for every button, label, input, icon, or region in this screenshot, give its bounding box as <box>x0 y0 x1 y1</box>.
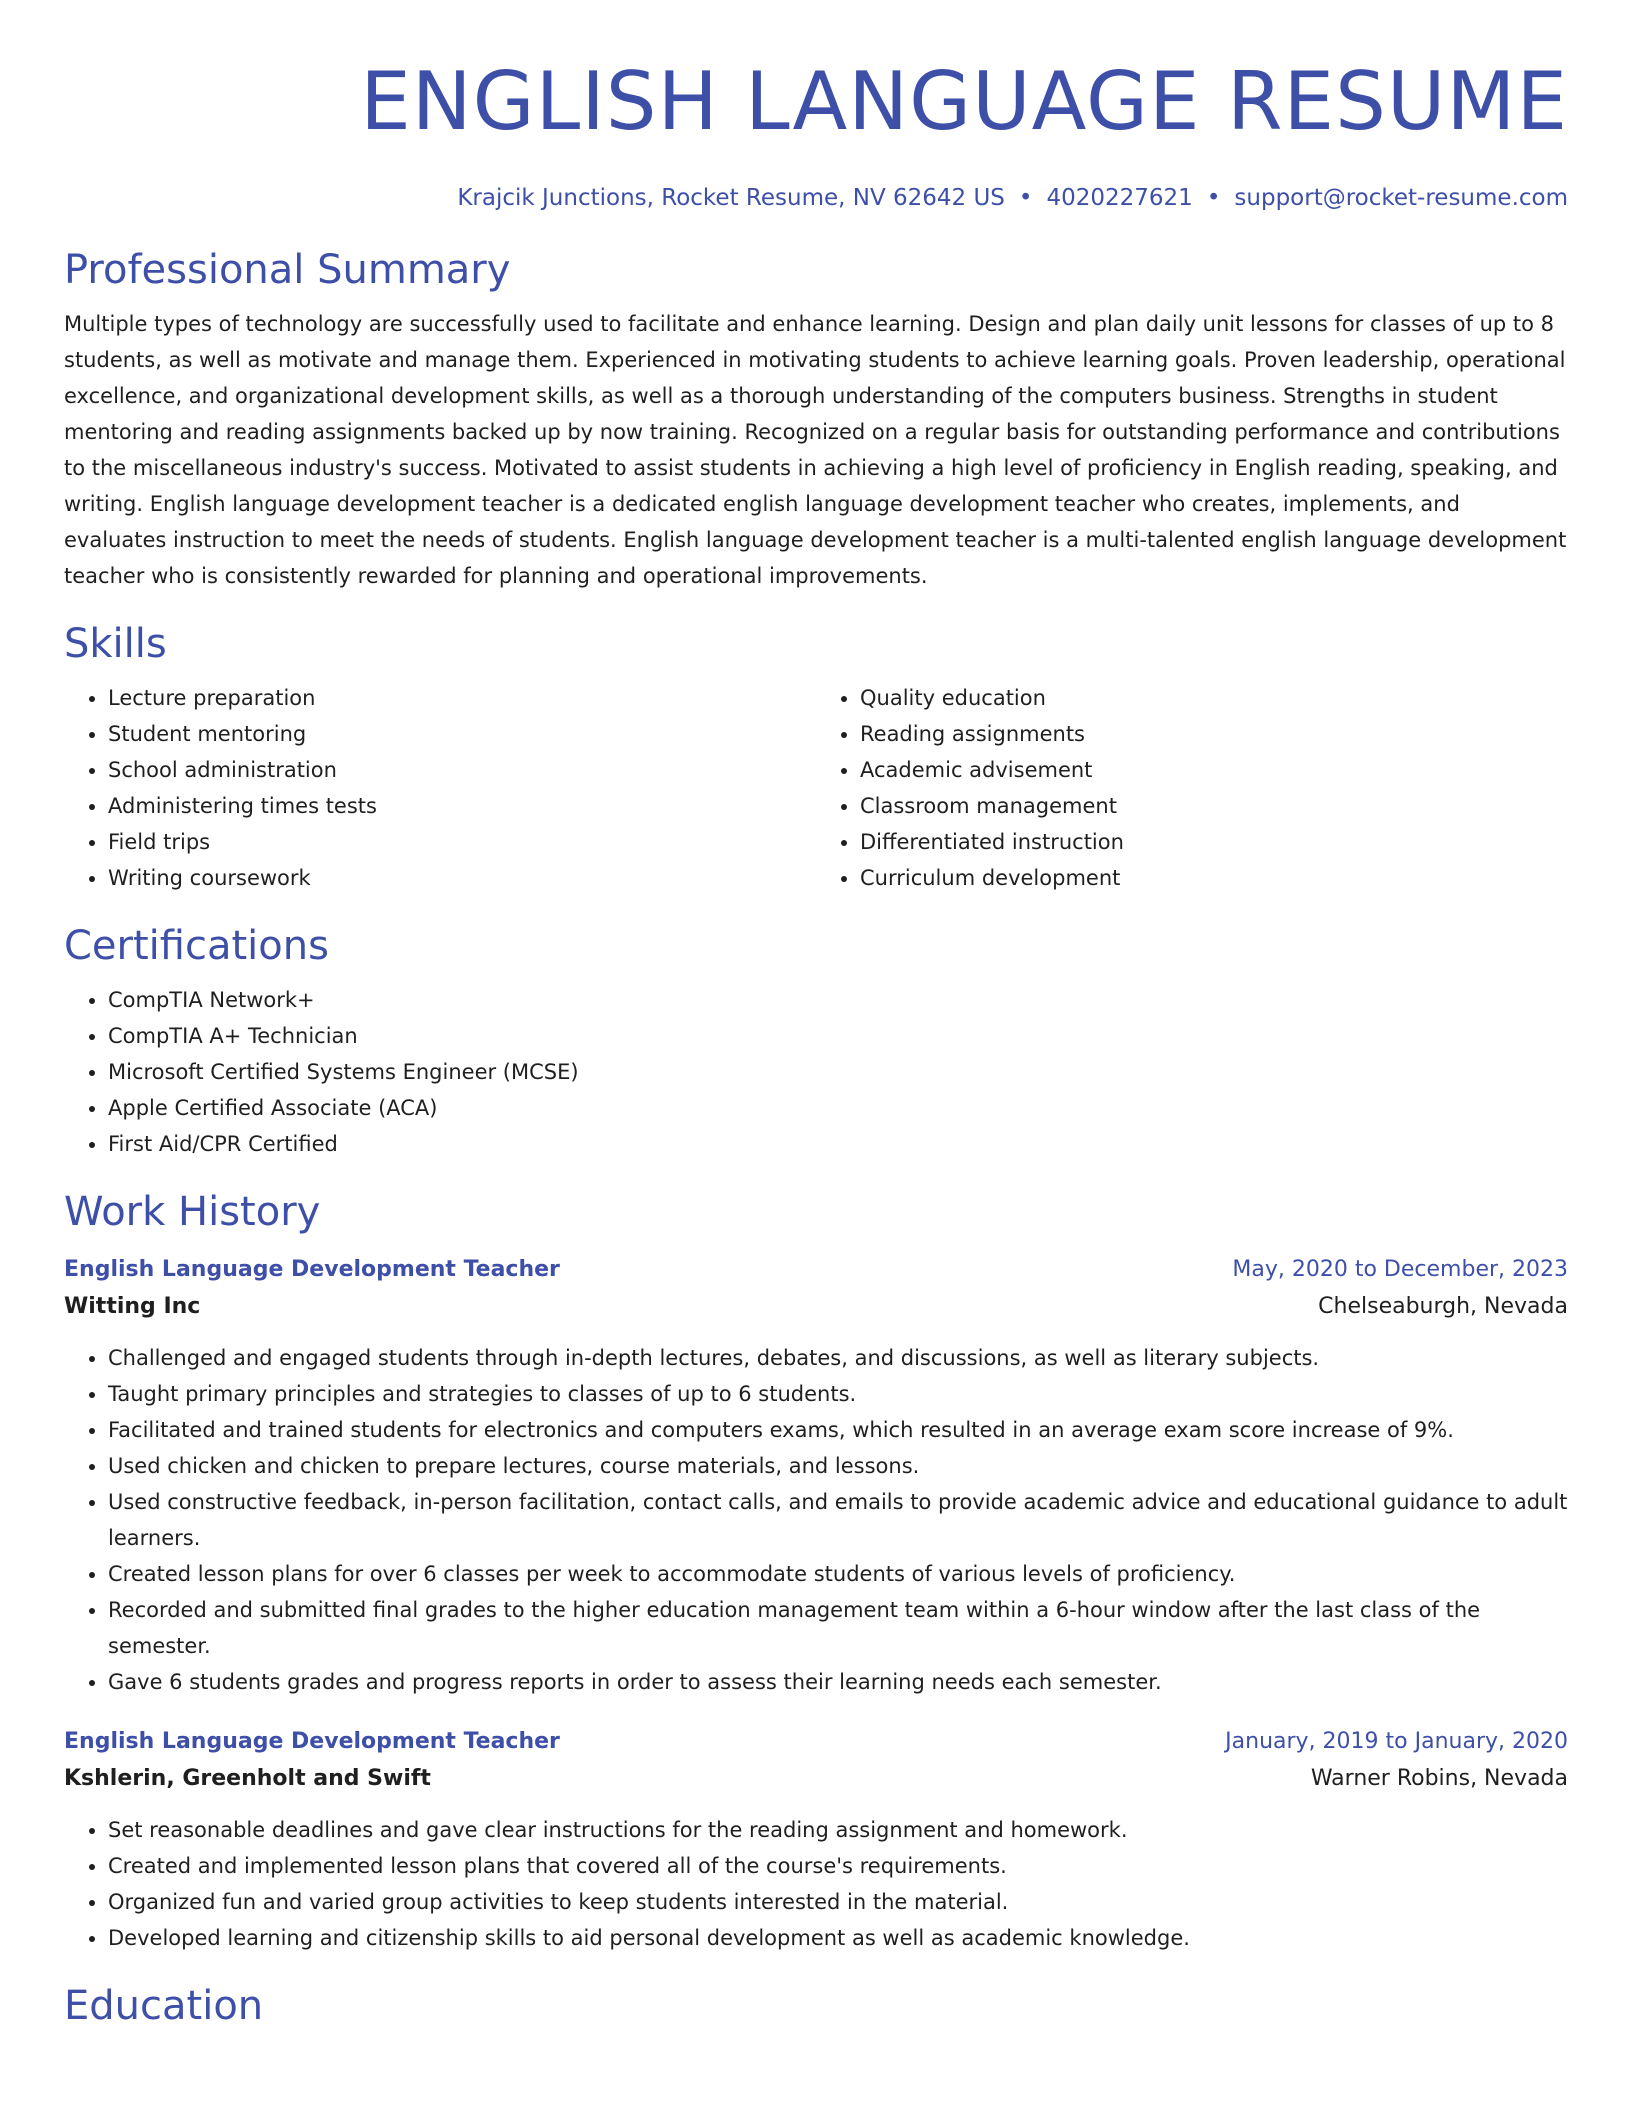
job-company: Kshlerin, Greenholt and Swift <box>64 1766 431 1791</box>
summary-section <box>64 244 1568 594</box>
job-dates: January, 2019 to January, 2020 <box>1225 1729 1568 1754</box>
certification-item: • Apple Certified Associate (ACA) <box>108 1090 1568 1126</box>
education-section <box>64 1980 1568 2032</box>
skill-item: • Academic advisement <box>860 752 1568 788</box>
summary-heading: Professional Summary <box>64 247 511 293</box>
contact-line <box>64 182 1568 214</box>
skills-heading: Skills <box>64 621 167 667</box>
contact-phone[interactable]: 4020227621 <box>1046 185 1193 211</box>
job-title-row <box>64 1252 1568 1288</box>
job-company-row <box>64 1288 1568 1326</box>
job-title: English Language Development Teacher <box>64 1257 560 1282</box>
skill-item: • Lecture preparation <box>108 680 816 716</box>
skills-columns <box>64 680 1568 896</box>
skill-item: • School administration <box>108 752 816 788</box>
certification-item: • Microsoft Certified Systems Engineer (MCSE) <box>108 1054 1568 1090</box>
contact-email[interactable]: support@rocket-resume.com <box>1234 185 1568 211</box>
job-bullet: • Set reasonable deadlines and gave clear instructions for the reading assignment and homework. <box>108 1812 1568 1848</box>
certification-item: • CompTIA A+ Technician <box>108 1018 1568 1054</box>
job-bullet: • Developed learning and citizenship skills to aid personal development as well as academic knowledge. <box>108 1920 1568 1956</box>
job-company-row <box>64 1760 1568 1798</box>
skill-item: • Administering times tests <box>108 788 816 824</box>
job-bullets <box>64 1812 1568 1956</box>
job-bullet: • Created lesson plans for over 6 classes per week to accommodate students of various levels of proficiency. <box>108 1556 1568 1592</box>
certification-item: • CompTIA Network+ <box>108 982 1568 1018</box>
skills-list-right <box>816 680 1568 896</box>
summary-text: Multiple types of technology are successfully used to facilitate and enhance learning. Design and plan daily unit lessons for classes of up to 8 students, as well as motivate and manage them. Experienced in motivating students to achieve learning goals. Proven leadership, operational excellence, and organizational development skills, as well as a thorough understanding of the computers business. Strengths in student mentoring and reading assignments backed up by now training. Recognized on a regular basis for outstanding performance and contributions to the miscellaneous industry's success. Motivated to assist students in achieving a high level of proficiency in English reading, speaking, and writing. English language development teacher is a dedicated english language development teacher who creates, implements, and evaluates instruction to meet the needs of students. English language development teacher is a multi-talented english language development teacher who is consistently rewarded for planning and operational improvements. <box>64 312 1567 588</box>
skill-item: • Classroom management <box>860 788 1568 824</box>
skill-item: • Reading assignments <box>860 716 1568 752</box>
skills-section <box>64 618 1568 896</box>
job-bullet: • Recorded and submitted final grades to the higher education management team within a 6-hour window after the last class of the semester. <box>108 1592 1568 1664</box>
job-bullet: • Organized fun and varied group activities to keep students interested in the material. <box>108 1884 1568 1920</box>
job-dates: May, 2020 to December, 2023 <box>1232 1257 1568 1282</box>
skill-item: • Writing coursework <box>108 860 816 896</box>
work-history-section <box>64 1186 1568 1956</box>
skill-item: • Differentiated instruction <box>860 824 1568 860</box>
job-title: English Language Development Teacher <box>64 1729 560 1754</box>
job-entry <box>64 1252 1568 1700</box>
job-location: Warner Robins, Nevada <box>1310 1766 1568 1791</box>
job-bullet: • Used chicken and chicken to prepare lectures, course materials, and lessons. <box>108 1448 1568 1484</box>
job-bullet: • Used constructive feedback, in-person facilitation, contact calls, and emails to provide academic advice and educational guidance to adult learners. <box>108 1484 1568 1556</box>
resume-title: ENGLISH LANGUAGE RESUME <box>360 55 1568 148</box>
skill-item: • Field trips <box>108 824 816 860</box>
contact-separator: • <box>1206 185 1221 211</box>
certifications-list <box>64 982 1568 1162</box>
job-bullet: • Facilitated and trained students for electronics and computers exams, which resulted in an average exam score increase of 9%. <box>108 1412 1568 1448</box>
skills-list-left <box>64 680 816 896</box>
job-location: Chelseaburgh, Nevada <box>1318 1294 1568 1319</box>
skill-item: • Quality education <box>860 680 1568 716</box>
education-heading: Education <box>64 1983 264 2029</box>
certifications-heading: Certifications <box>64 923 329 969</box>
job-title-row <box>64 1724 1568 1760</box>
resume-header <box>64 0 1568 214</box>
job-bullet: • Gave 6 students grades and progress reports in order to assess their learning needs each semester. <box>108 1664 1568 1700</box>
contact-address: Krajcik Junctions, Rocket Resume, NV 62642 US <box>457 185 1005 211</box>
job-company: Witting Inc <box>64 1294 201 1319</box>
job-bullet: • Created and implemented lesson plans that covered all of the course's requirements. <box>108 1848 1568 1884</box>
job-entry <box>64 1724 1568 1956</box>
skill-item: • Curriculum development <box>860 860 1568 896</box>
job-bullets <box>64 1340 1568 1700</box>
work-history-heading: Work History <box>64 1189 321 1235</box>
job-bullet: • Challenged and engaged students through in-depth lectures, debates, and discussions, as well as literary subjects. <box>108 1340 1568 1376</box>
skill-item: • Student mentoring <box>108 716 816 752</box>
certifications-section <box>64 920 1568 1162</box>
certification-item: • First Aid/CPR Certified <box>108 1126 1568 1162</box>
job-bullet: • Taught primary principles and strategies to classes of up to 6 students. <box>108 1376 1568 1412</box>
contact-separator: • <box>1018 185 1033 211</box>
